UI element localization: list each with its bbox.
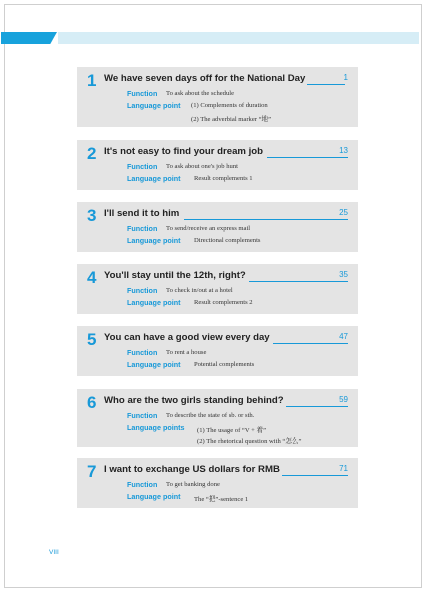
language-point-label: Language point (127, 174, 181, 183)
language-point-text-2: (2) The rhetorical question with “怎么” (197, 438, 302, 445)
unit-number: 4 (87, 268, 97, 287)
leader-line (282, 475, 348, 476)
unit-number: 6 (87, 393, 97, 412)
unit-title: We have seven days off for the National Day (104, 73, 306, 84)
unit-number: 7 (87, 462, 97, 481)
function-label: Function (127, 286, 158, 295)
leader-line (273, 343, 348, 344)
leader-line (286, 406, 348, 407)
unit-5[interactable] (77, 326, 358, 376)
unit-page-number: 13 (339, 146, 348, 155)
language-point-label: Language point (127, 236, 181, 245)
leader-line (267, 157, 348, 158)
language-point-text: Result complements 2 (194, 299, 253, 306)
function-label: Function (127, 348, 158, 357)
footer-page-number: VIII (49, 549, 59, 556)
unit-2[interactable] (77, 140, 358, 190)
language-point-label: Language point (127, 360, 181, 369)
function-label: Function (127, 480, 158, 489)
unit-page-number: 47 (339, 332, 348, 341)
function-label: Function (127, 411, 158, 420)
language-point-label: Language point (127, 492, 181, 501)
unit-1[interactable] (77, 67, 358, 127)
unit-4[interactable] (77, 264, 358, 314)
unit-title: I want to exchange US dollars for RMB (104, 464, 280, 475)
language-point-text: (1) The usage of “V + 着” (197, 427, 267, 434)
unit-title: You'll stay until the 12th, right? (104, 270, 246, 281)
unit-page-number: 35 (339, 270, 348, 279)
function-text: To check in/out at a hotel (166, 287, 233, 294)
function-text: To rent a house (166, 349, 207, 356)
language-point-text: Directional complements (194, 237, 261, 244)
language-point-text-2: (2) The adverbial marker “地” (191, 116, 272, 123)
unit-number: 1 (87, 71, 97, 90)
unit-page-number: 59 (339, 395, 348, 404)
function-text: To describe the state of sb. or sth. (166, 412, 255, 419)
leader-line (307, 84, 345, 85)
function-text: To send/receive an express mail (166, 225, 251, 232)
unit-title: I'll send it to him (104, 208, 180, 219)
function-label: Function (127, 224, 158, 233)
unit-number: 3 (87, 206, 97, 225)
leader-line (184, 219, 348, 220)
header-accent-bar (1, 32, 57, 44)
language-point-text: The “把”-sentence 1 (194, 496, 249, 503)
function-label: Function (127, 89, 158, 98)
header-light-bar (58, 32, 419, 44)
language-point-text: (1) Complements of duration (191, 102, 268, 109)
function-text: To ask about one's job hunt (166, 163, 238, 170)
unit-page-number: 1 (343, 73, 348, 82)
unit-title: It's not easy to find your dream job (104, 146, 263, 157)
language-point-label: Language point (127, 101, 181, 110)
function-text: To get banking done (166, 481, 220, 488)
unit-number: 2 (87, 144, 97, 163)
unit-3[interactable] (77, 202, 358, 252)
unit-6[interactable] (77, 389, 358, 447)
leader-line (249, 281, 348, 282)
unit-title: Who are the two girls standing behind? (104, 395, 284, 406)
unit-page-number: 71 (339, 464, 348, 473)
unit-number: 5 (87, 330, 97, 349)
function-text: To ask about the schedule (166, 90, 235, 97)
unit-page-number: 25 (339, 208, 348, 217)
language-point-text: Result complements 1 (194, 175, 253, 182)
language-point-text: Potential complements (194, 361, 255, 368)
unit-title: You can have a good view every day (104, 332, 270, 343)
function-label: Function (127, 162, 158, 171)
language-point-label: Language point (127, 298, 181, 307)
unit-7[interactable] (77, 458, 358, 508)
language-points-label: Language points (127, 423, 185, 432)
